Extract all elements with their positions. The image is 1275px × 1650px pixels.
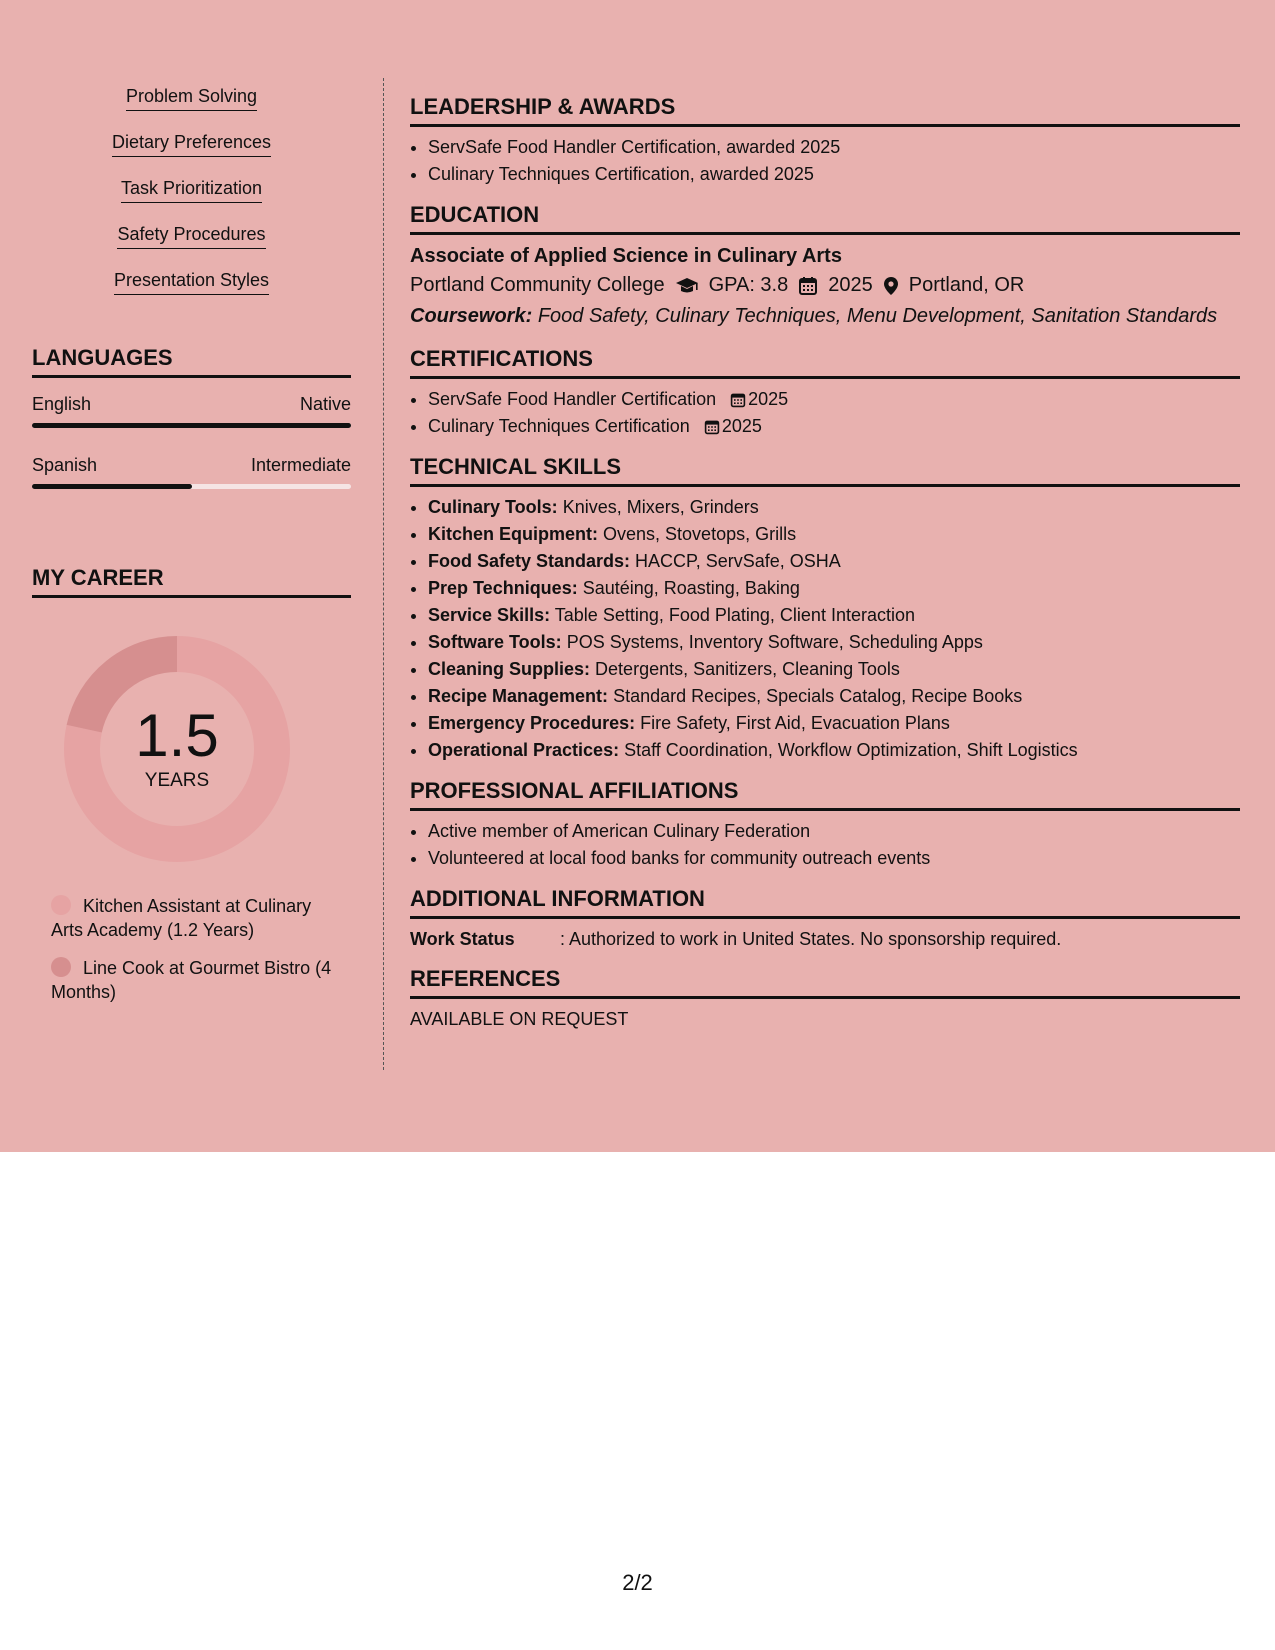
career-job-label: Kitchen Assistant at Culinary Arts Academy (1.2 Years) [51,896,312,940]
additional-info-section [410,886,1240,952]
skill-category: Recipe Management: [428,686,609,706]
career-legend-item [51,894,341,942]
calendar-icon [798,276,818,296]
technical-skill-item [428,737,1240,764]
language-entry [32,454,351,489]
legend-dot [51,895,71,915]
technical-skills-section [410,454,1240,764]
skill-item: Dietary Preferences [112,130,271,157]
languages-heading: LANGUAGES [32,345,351,378]
technical-skill-item [428,629,1240,656]
gpa: GPA: 3.8 [708,274,789,296]
legend-dot [51,957,71,977]
section-heading: LEADERSHIP & AWARDS [410,94,1240,127]
leadership-section [410,94,1240,188]
skill-category: Software Tools: [428,632,562,652]
certification-year: 2025 [721,416,762,436]
language-level: Intermediate [250,455,351,475]
skill-category: Emergency Procedures: [428,713,636,733]
skill-values: Fire Safety, First Aid, Evacuation Plans [640,713,950,733]
language-entry [32,393,351,428]
certifications-section [410,346,1240,440]
graduation-cap-icon [675,276,699,296]
career-legend-item [51,956,341,1004]
school-name: Portland Community College [410,274,665,296]
graduation-year: 2025 [828,274,873,296]
section-heading: ADDITIONAL INFORMATION [410,886,1240,919]
language-bar [32,423,351,428]
column-divider [383,78,384,1070]
technical-skill-item [428,494,1240,521]
section-heading: REFERENCES [410,966,1240,999]
technical-skill-item [428,710,1240,737]
technical-skill-item [428,548,1240,575]
language-bar [32,484,351,489]
technical-skill-item [428,656,1240,683]
right-column [410,94,1240,1046]
section-heading: CERTIFICATIONS [410,346,1240,379]
skill-values: Knives, Mixers, Grinders [562,497,759,517]
skill-values: HACCP, ServSafe, OSHA [635,551,841,571]
skill-values: Sautéing, Roasting, Baking [582,578,800,598]
references-text: AVAILABLE ON REQUEST [410,1009,629,1029]
language-name: Spanish [32,455,98,475]
left-column [32,84,351,1018]
skill-item: Presentation Styles [114,268,269,295]
work-status-label: Work Status [410,929,515,949]
technical-skill-item [428,521,1240,548]
skill-item: Problem Solving [126,84,257,111]
skill-item: Task Prioritization [121,176,262,203]
career-heading: MY CAREER [32,565,351,598]
affiliations-section [410,778,1240,872]
skill-category: Cleaning Supplies: [428,659,591,679]
technical-skill-item [428,683,1240,710]
education-details [410,270,1240,301]
page-number: 2/2 [622,1570,653,1595]
work-status [410,926,1240,952]
section-heading: TECHNICAL SKILLS [410,454,1240,487]
skill-values: Detergents, Sanitizers, Cleaning Tools [595,659,900,679]
skill-values: POS Systems, Inventory Software, Scheduling Apps [566,632,983,652]
career-job-label: Line Cook at Gourmet Bistro (4 Months) [51,958,332,1002]
career-unit: YEARS [144,770,210,791]
references-section [410,966,1240,1032]
technical-skill-item [428,602,1240,629]
skill-values: Ovens, Stovetops, Grills [603,524,797,544]
technical-skill-item [428,575,1240,602]
section-heading: EDUCATION [410,202,1240,235]
skill-category: Operational Practices: [428,740,620,760]
skill-values: Staff Coordination, Workflow Optimization, Shift Logistics [624,740,1078,760]
list-item: • Culinary Techniques Certification, awarded 2025 [428,161,1240,188]
degree-title: Associate of Applied Science in Culinary Arts [410,245,842,267]
certification-item [428,386,1240,413]
work-status-value: : Authorized to work in United States. No sponsorship required. [560,929,1062,949]
skill-category: Service Skills: [428,605,551,625]
skill-category: Culinary Tools: [428,497,558,517]
coursework [410,301,1240,332]
certification-year: 2025 [748,389,789,409]
school-location: Portland, OR [908,274,1025,296]
coursework-list: Food Safety, Culinary Techniques, Menu Development, Sanitation Standards [537,305,1218,327]
technical-skills-list [410,494,1240,764]
language-bar-fill [32,484,192,489]
list-item: • Volunteered at local food banks for community outreach events [428,845,1240,872]
coursework-label: Coursework: [410,305,533,327]
section-heading: PROFESSIONAL AFFILIATIONS [410,778,1240,811]
certification-item [428,413,1240,440]
language-name: English [32,394,92,414]
calendar-icon [730,391,746,409]
skill-item: Safety Procedures [117,222,265,249]
list-item: • Active member of American Culinary Federation [428,818,1240,845]
career-legend [51,894,341,1004]
language-bar-fill [32,423,351,428]
calendar-icon [704,418,720,436]
certification-name: • ServSafe Food Handler Certification [428,389,717,409]
skill-category: Food Safety Standards: [428,551,631,571]
skills-list [32,84,351,314]
location-pin-icon [883,276,899,296]
language-level: Native [299,394,351,414]
skill-values: Standard Recipes, Specials Catalog, Recipe Books [613,686,1023,706]
list-item: • ServSafe Food Handler Certification, awarded 2025 [428,134,1240,161]
education-section [410,202,1240,332]
skill-category: Prep Techniques: [428,578,578,598]
career-total: 1.5 [135,702,219,769]
career-donut [62,634,292,864]
skill-category: Kitchen Equipment: [428,524,598,544]
skill-values: Table Setting, Food Plating, Client Interaction [554,605,915,625]
certification-name: • Culinary Techniques Certification [428,416,690,436]
